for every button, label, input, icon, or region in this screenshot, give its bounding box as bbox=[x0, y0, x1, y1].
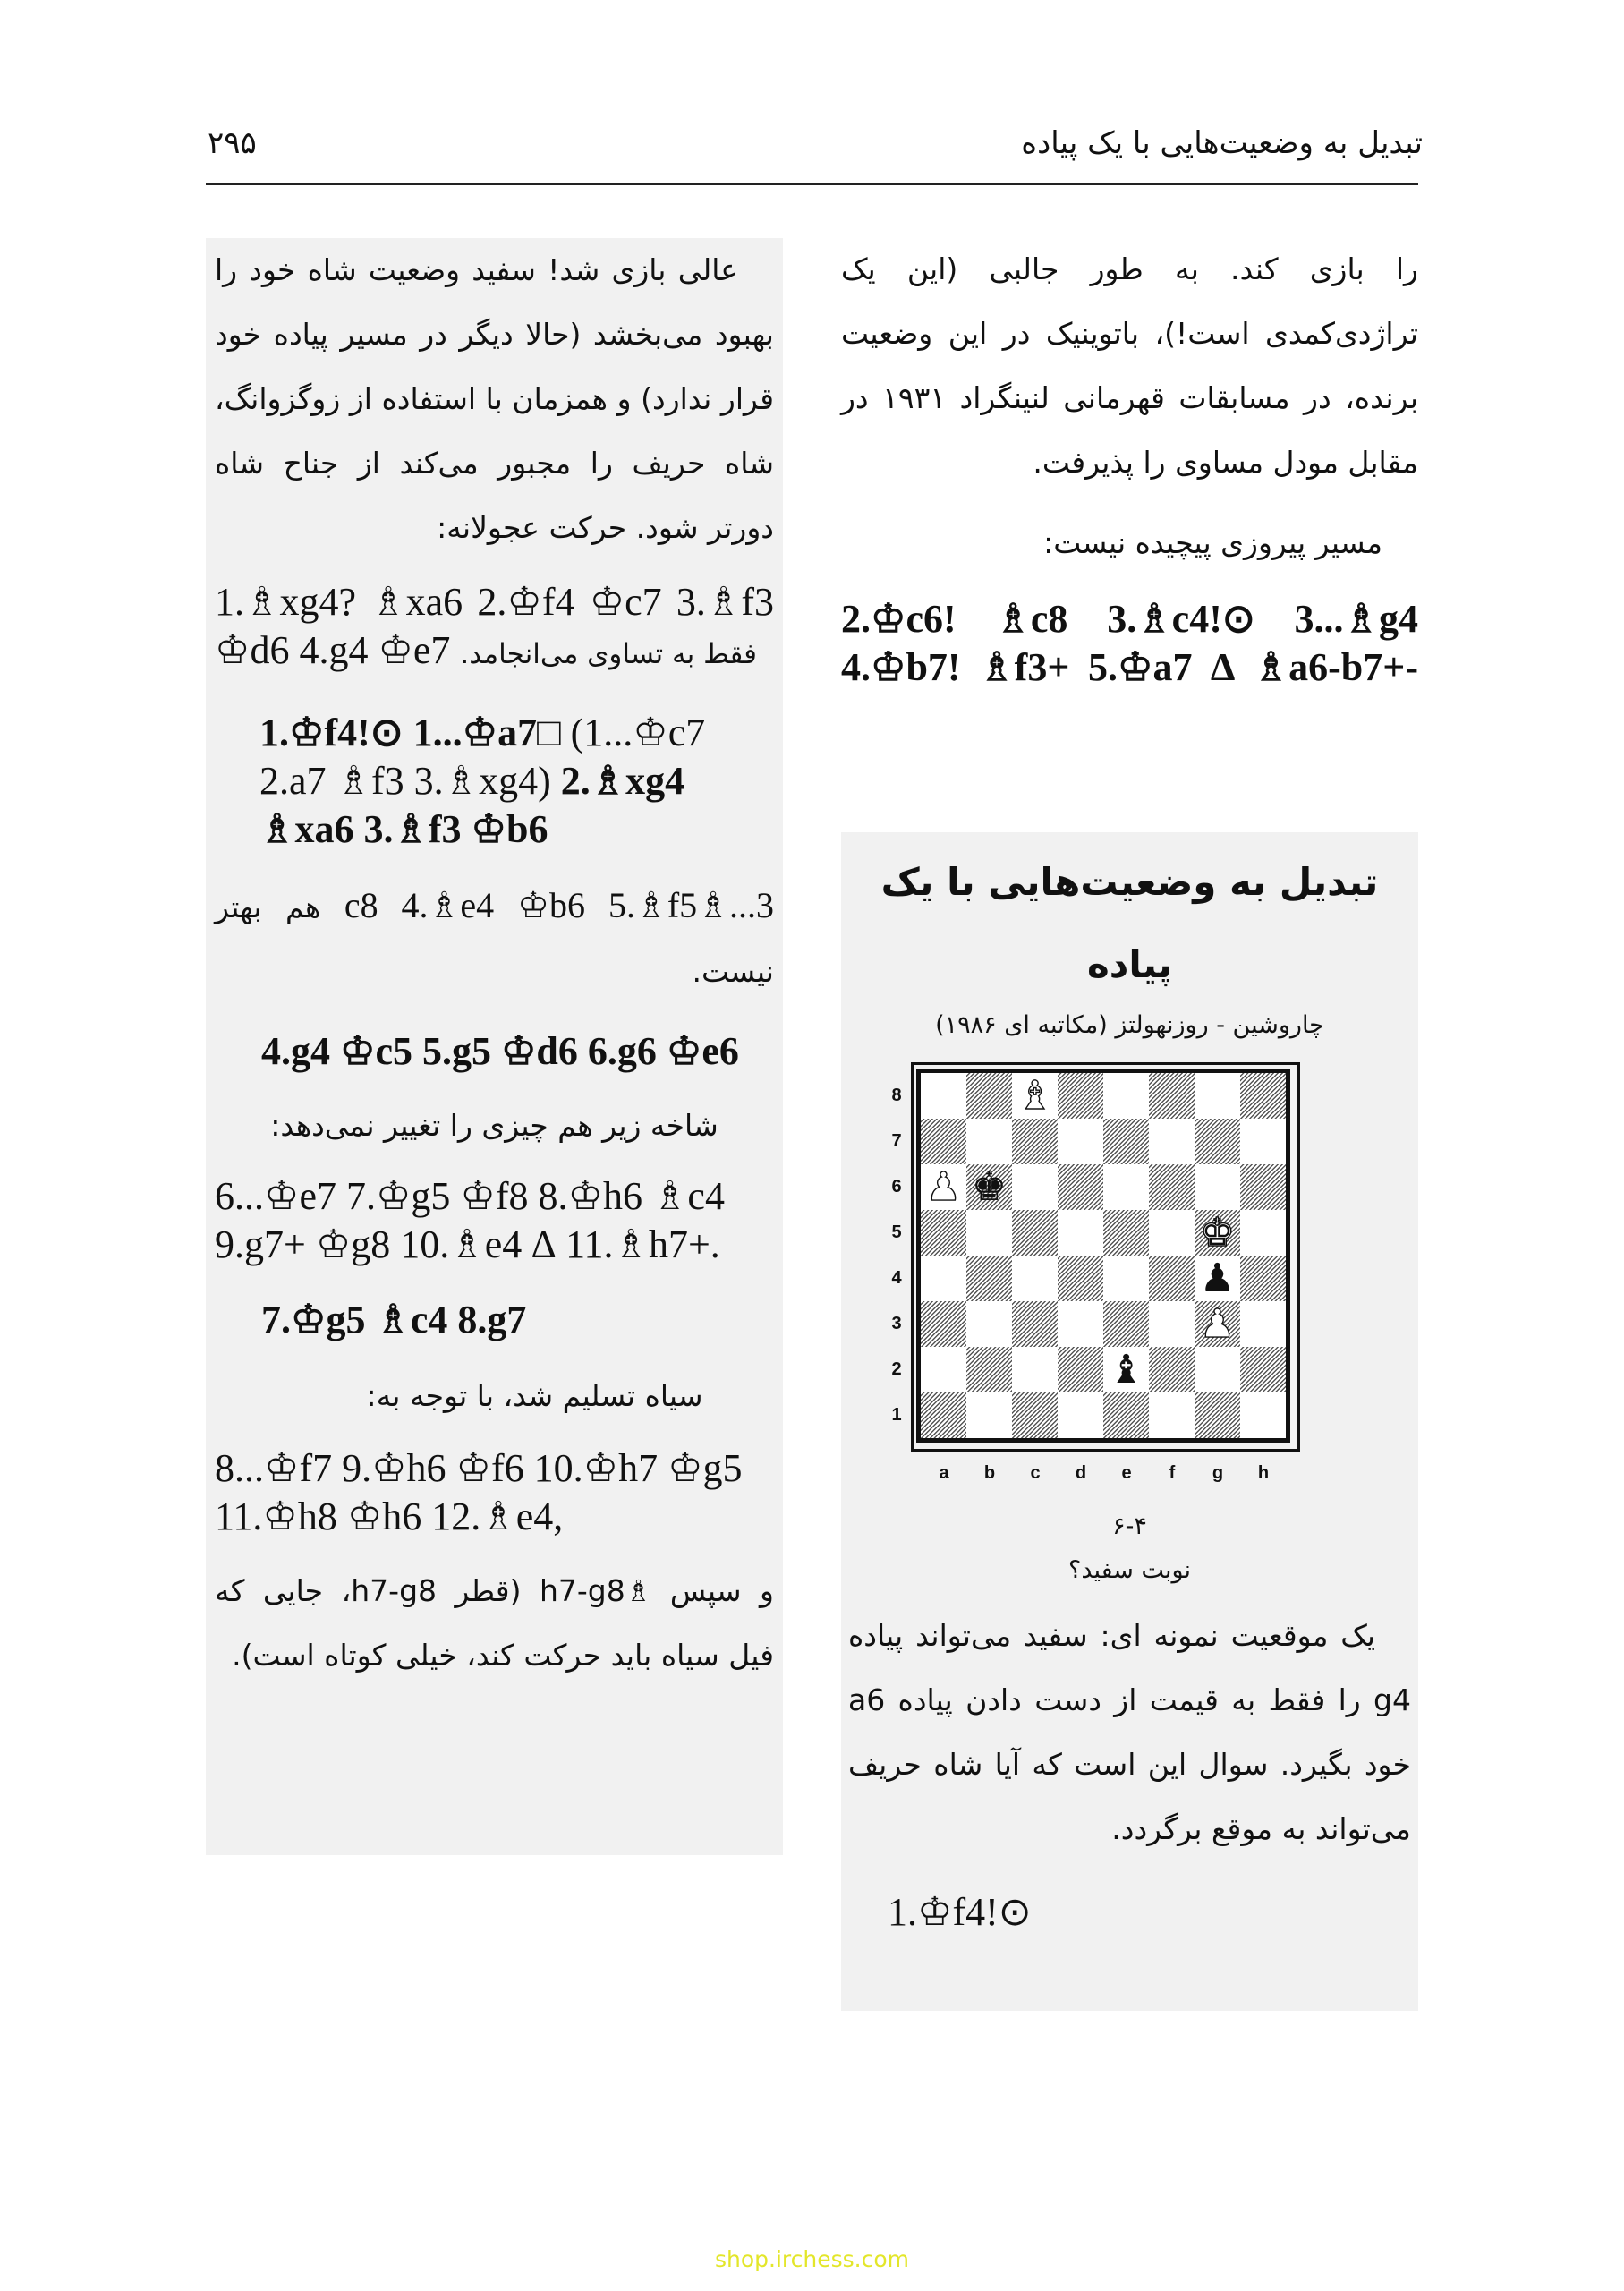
file-label: e bbox=[1121, 1463, 1132, 1483]
square-d3 bbox=[1058, 1301, 1103, 1347]
intro-paragraph: را بازی کند. به طور جالبی (این یک تراژدی‌کمدی است!)، باتوینیک در این وضعیت برنده، در مسابقات قهرمانی لنینگراد ۱۹۳۱ در مقابل مودل مساوی را پذیرفت. bbox=[841, 251, 1419, 480]
square-f4 bbox=[1149, 1256, 1195, 1301]
page-number: ۲۹۵ bbox=[208, 125, 257, 161]
square-a2 bbox=[921, 1347, 966, 1392]
square-d6 bbox=[1058, 1164, 1103, 1210]
square-c7 bbox=[1012, 1119, 1058, 1164]
chess-board bbox=[916, 1069, 1290, 1443]
hasty-line-moves: 1.♗xg4? ♗xa6 2.♔f4 ♔c7 3.♗f3 ♔d6 4.g4 ♔e7 bbox=[215, 580, 774, 672]
diagram-number: ۶-۴ bbox=[1112, 1512, 1147, 1540]
branch-note: شاخه زیر هم چیزی را تغییر نمی‌دهد: bbox=[270, 1108, 718, 1143]
square-e3 bbox=[1103, 1301, 1149, 1347]
rank-label: 7 bbox=[891, 1131, 902, 1151]
square-c1 bbox=[1012, 1392, 1058, 1438]
section-box bbox=[841, 832, 1418, 2011]
square-f5 bbox=[1149, 1210, 1195, 1256]
square-g4 bbox=[1195, 1256, 1240, 1301]
branch-line: 6...♔e7 7.♔g5 ♔f8 8.♔h6 ♗c4 9.g7+ ♔g8 10.♗e4 ∆ 11.♗h7+. bbox=[215, 1174, 725, 1266]
file-label: c bbox=[1030, 1463, 1041, 1483]
square-f6 bbox=[1149, 1164, 1195, 1210]
square-d8 bbox=[1058, 1073, 1103, 1119]
rank-label: 6 bbox=[891, 1177, 902, 1197]
file-label: a bbox=[939, 1463, 949, 1483]
square-d5 bbox=[1058, 1210, 1103, 1256]
section-title: تبدیل به وضعیت‌هایی با یک پیاده bbox=[880, 860, 1379, 986]
square-g7 bbox=[1195, 1119, 1240, 1164]
square-f7 bbox=[1149, 1119, 1195, 1164]
file-label: g bbox=[1212, 1463, 1224, 1483]
rank-label: 1 bbox=[891, 1405, 902, 1425]
file-label: b bbox=[983, 1463, 996, 1483]
square-h6 bbox=[1240, 1164, 1286, 1210]
black-king-icon: ♚ bbox=[971, 1163, 1008, 1210]
square-b2 bbox=[966, 1347, 1012, 1392]
square-g3 bbox=[1195, 1301, 1240, 1347]
game-info: چاروشین - روزنهولتز (مکاتبه ای ۱۹۸۶) bbox=[935, 1011, 1324, 1039]
square-d4 bbox=[1058, 1256, 1103, 1301]
paragraph-1: عالی بازی شد! سفید وضعیت شاه خود را بهبود می‌بخشد (حالا دیگر در مسیر پیاده خود قرار ندارد) و همزمان با استفاده از زوگزوانگ، شاه حریف را مجبور می‌کند از جناح شاه دورتر شود. حرکت عجولانه: bbox=[215, 252, 774, 545]
square-h2 bbox=[1240, 1347, 1286, 1392]
white-pawn-icon: ♟ bbox=[925, 1163, 962, 1210]
diagram-explanation: یک موقعیت نمونه ای: سفید می‌تواند پیاده g4 را فقط به قیمت از دست دادن پیاده a6 خود بگیرد. سوال این است که آیا شاه حریف می‌تواند به موقع برگردد. bbox=[848, 1618, 1411, 1846]
black-pawn-icon: ♟ bbox=[1199, 1255, 1236, 1301]
square-d1 bbox=[1058, 1392, 1103, 1438]
rank-label: 8 bbox=[891, 1086, 902, 1105]
square-b7 bbox=[966, 1119, 1012, 1164]
square-f1 bbox=[1149, 1392, 1195, 1438]
square-e1 bbox=[1103, 1392, 1149, 1438]
right-column-text bbox=[841, 237, 1418, 692]
square-c5 bbox=[1012, 1210, 1058, 1256]
square-g5 bbox=[1195, 1210, 1240, 1256]
square-e5 bbox=[1103, 1210, 1149, 1256]
square-f2 bbox=[1149, 1347, 1195, 1392]
square-h5 bbox=[1240, 1210, 1286, 1256]
square-b6 bbox=[966, 1164, 1012, 1210]
square-f3 bbox=[1149, 1301, 1195, 1347]
file-label: f bbox=[1169, 1463, 1176, 1483]
square-d2 bbox=[1058, 1347, 1103, 1392]
square-b8 bbox=[966, 1073, 1012, 1119]
rank-label: 4 bbox=[891, 1268, 902, 1288]
square-h8 bbox=[1240, 1073, 1286, 1119]
square-a1 bbox=[921, 1392, 966, 1438]
resign-note: سیاه تسلیم شد، با توجه به: bbox=[366, 1378, 703, 1413]
header-divider bbox=[206, 183, 1418, 185]
line-2-start: 1.♔f4!⊙ 1...♔a7□ bbox=[259, 711, 561, 754]
square-e6 bbox=[1103, 1164, 1149, 1210]
running-header-title: تبدیل به وضعیت‌هایی با یک پیاده bbox=[1021, 125, 1423, 161]
side-to-move: نوبت سفید؟ bbox=[1067, 1556, 1191, 1584]
left-column-box bbox=[206, 238, 783, 1855]
rank-label: 3 bbox=[891, 1314, 902, 1333]
square-d7 bbox=[1058, 1119, 1103, 1164]
main-line-3: 7.♔g5 ♗c4 8.g7 bbox=[261, 1298, 527, 1341]
square-g2 bbox=[1195, 1347, 1240, 1392]
square-a4 bbox=[921, 1256, 966, 1301]
line-2-end: 2.♗xg4 ♗xa6 3.♗f3 ♔b6 bbox=[259, 759, 685, 851]
main-line-moves: 2.♔c6! ♗c8 3.♗c4!⊙ 3...♗g4 4.♔b7! ♗f3+ 5.♔a7 ∆ ♗a6-b7+- bbox=[841, 597, 1418, 689]
square-c2 bbox=[1012, 1347, 1058, 1392]
square-e8 bbox=[1103, 1073, 1149, 1119]
black-bishop-icon: ♝ bbox=[1108, 1346, 1144, 1392]
line-2-variation: (1...♔c7 2.a7 ♗f3 3.♗xg4) bbox=[259, 711, 706, 803]
square-g6 bbox=[1195, 1164, 1240, 1210]
square-c8 bbox=[1012, 1073, 1058, 1119]
alt-line-block bbox=[215, 875, 774, 1004]
line-2 bbox=[215, 709, 774, 854]
rank-label: 5 bbox=[891, 1222, 902, 1242]
watermark-link[interactable]: shop.irchess.com bbox=[714, 2246, 910, 2272]
main-line-2: 4.g4 ♔c5 5.g5 ♔d6 6.g6 ♔e6 bbox=[261, 1029, 739, 1073]
white-bishop-icon: ♝ bbox=[1016, 1072, 1053, 1119]
square-e7 bbox=[1103, 1119, 1149, 1164]
square-c4 bbox=[1012, 1256, 1058, 1301]
final-line: 8...♔f7 9.♔h6 ♔f6 10.♔h7 ♔g5 11.♔h8 ♔h6 12.♗e4, bbox=[215, 1446, 743, 1538]
square-b1 bbox=[966, 1392, 1012, 1438]
white-king-icon: ♚ bbox=[1199, 1209, 1236, 1256]
path-note: مسیر پیروزی پیچیده نیست: bbox=[1043, 525, 1382, 560]
hasty-line bbox=[215, 578, 774, 678]
square-h4 bbox=[1240, 1256, 1286, 1301]
square-b4 bbox=[966, 1256, 1012, 1301]
square-a6 bbox=[921, 1164, 966, 1210]
square-e4 bbox=[1103, 1256, 1149, 1301]
square-e2 bbox=[1103, 1347, 1149, 1392]
file-label: d bbox=[1075, 1463, 1087, 1483]
square-a7 bbox=[921, 1119, 966, 1164]
rank-label: 2 bbox=[891, 1359, 902, 1379]
square-b3 bbox=[966, 1301, 1012, 1347]
final-note: و سپس ♗h7-g8 (قطر h7-g8، جایی که فیل سیاه باید حرکت کند، خیلی کوتاه است). bbox=[215, 1573, 774, 1673]
square-c3 bbox=[1012, 1301, 1058, 1347]
square-g1 bbox=[1195, 1392, 1240, 1438]
hasty-result: فقط به تساوی می‌انجامد. bbox=[460, 638, 757, 670]
file-label: h bbox=[1257, 1463, 1270, 1483]
first-move: 1.♔f4!⊙ bbox=[888, 1890, 1032, 1934]
alt-note: هم بهتر نیست. bbox=[215, 890, 774, 989]
square-a8 bbox=[921, 1073, 966, 1119]
square-f8 bbox=[1149, 1073, 1195, 1119]
white-pawn-icon: ♟ bbox=[1199, 1300, 1236, 1347]
chess-diagram bbox=[891, 1062, 1300, 1510]
square-h7 bbox=[1240, 1119, 1286, 1164]
square-c6 bbox=[1012, 1164, 1058, 1210]
alt-line-moves: 3...♗c8 4.♗e4 ♔b6 5.♗f5 bbox=[344, 885, 774, 925]
square-h1 bbox=[1240, 1392, 1286, 1438]
square-h3 bbox=[1240, 1301, 1286, 1347]
square-b5 bbox=[966, 1210, 1012, 1256]
square-a3 bbox=[921, 1301, 966, 1347]
square-g8 bbox=[1195, 1073, 1240, 1119]
square-a5 bbox=[921, 1210, 966, 1256]
